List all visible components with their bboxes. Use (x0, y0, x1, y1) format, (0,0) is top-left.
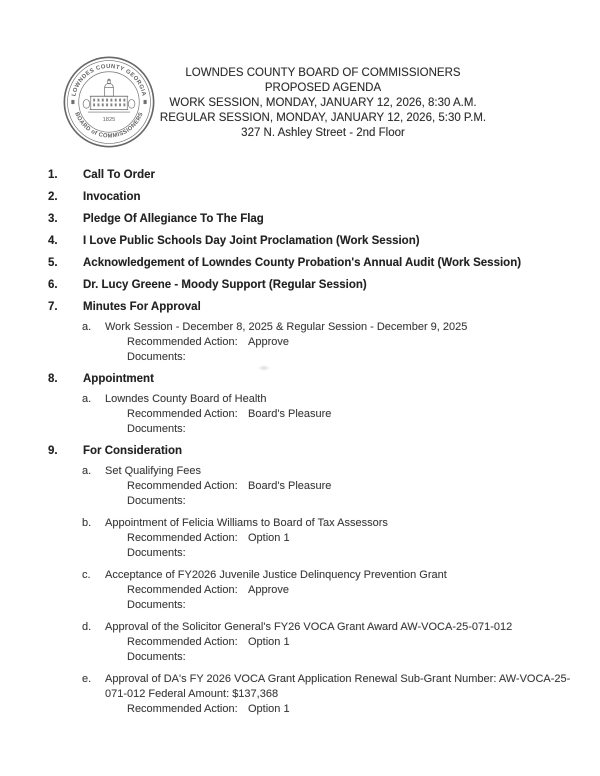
item-title: Appointment (83, 373, 154, 385)
subitem-title: Work Session - December 8, 2025 & Regular Session - December 9, 2025 (105, 321, 468, 333)
documents-label: Documents: (127, 350, 186, 363)
agenda-item-1 (48, 168, 600, 182)
subitem-title-line1: Approval of DA's FY 2026 VOCA Grant Application Renewal Sub-Grant Number: AW-VOCA-25- (105, 673, 571, 685)
recommended-action-row (105, 702, 570, 717)
subitem-letter: a. (82, 321, 92, 333)
item-title: Invocation (83, 191, 141, 203)
subitem-letter: a. (82, 465, 92, 477)
agenda-item-6 (48, 278, 600, 292)
recommended-action-label: Recommended Action: (127, 636, 238, 648)
agenda-subitem-9c (82, 568, 600, 612)
header-text-block (46, 63, 600, 141)
subitem-title: Set Qualifying Fees (105, 465, 201, 477)
documents-row (105, 494, 331, 509)
org-name: LOWNDES COUNTY BOARD OF COMMISSIONERS (185, 67, 461, 79)
recommended-action-value: Board's Pleasure (248, 480, 332, 492)
recommended-action-value: Option 1 (248, 703, 290, 715)
agenda-item-3 (48, 212, 600, 226)
documents-row (105, 650, 512, 665)
seal-bottom-text: BOARD of COMMISSIONERS (73, 111, 145, 140)
item-number: 3. (48, 213, 58, 225)
item-title: Minutes For Approval (83, 301, 201, 313)
subitem-title: Appointment of Felicia Williams to Board of Tax Assessors (105, 517, 388, 529)
recommended-action-value: Approve (248, 336, 289, 348)
item-title: Dr. Lucy Greene - Moody Support (Regular Session) (83, 279, 367, 291)
item-number: 1. (48, 169, 58, 181)
subitem-title-line2: 071-012 Federal Amount: $137,368 (105, 688, 279, 700)
agenda-list (0, 150, 600, 717)
documents-label: Documents: (127, 546, 186, 559)
agenda-subitem-9d (82, 620, 600, 664)
recommended-action-row (105, 531, 388, 546)
subitem-title: Approval of the Solicitor General's FY26 VOCA Grant Award AW-VOCA-25-071-012 (105, 621, 513, 633)
agenda-item-9 (48, 444, 600, 717)
item-title: For Consideration (83, 445, 183, 457)
regular-session-line: REGULAR SESSION, MONDAY, JANUARY 12, 2026, 5:30 P.M. (159, 112, 487, 124)
recommended-action-row (105, 335, 467, 350)
item-title: Acknowledgement of Lowndes County Probation's Annual Audit (Work Session) (83, 257, 522, 269)
item-number: 7. (48, 301, 58, 313)
agenda-subitem-9e (82, 672, 600, 717)
agenda-item-4 (48, 234, 600, 248)
documents-row (105, 546, 388, 561)
recommended-action-row (105, 479, 331, 494)
item-title: Pledge Of Allegiance To The Flag (83, 213, 264, 225)
address-line: 327 N. Ashley Street - 2nd Floor (241, 127, 405, 139)
item-number: 4. (48, 235, 58, 247)
subitem-letter: d. (82, 621, 92, 633)
documents-row (105, 598, 447, 613)
documents-label: Documents: (127, 494, 186, 507)
item-number: 6. (48, 279, 58, 291)
agenda-subitem-8a (82, 392, 600, 436)
agenda-item-2 (48, 190, 600, 204)
recommended-action-label: Recommended Action: (127, 703, 238, 715)
recommended-action-label: Recommended Action: (127, 408, 238, 420)
agenda-item-5 (48, 256, 600, 270)
document-header (0, 0, 600, 150)
subitem-letter: a. (82, 393, 92, 405)
agenda-item-7 (48, 300, 600, 364)
recommended-action-value: Board's Pleasure (248, 408, 332, 420)
documents-row (105, 422, 331, 437)
documents-row (105, 350, 467, 365)
subitem-title: Acceptance of FY2026 Juvenile Justice Delinquency Prevention Grant (105, 569, 447, 581)
recommended-action-value: Option 1 (248, 636, 290, 648)
seal-year: 1825 (102, 117, 116, 124)
recommended-action-label: Recommended Action: (127, 336, 238, 348)
agenda-subitem-9b (82, 516, 600, 560)
subitem-letter: e. (82, 673, 92, 685)
item-title: Call To Order (83, 169, 155, 181)
documents-label: Documents: (127, 422, 186, 435)
subitem-letter: b. (82, 517, 92, 529)
subitem-title: Lowndes County Board of Health (105, 393, 267, 405)
recommended-action-label: Recommended Action: (127, 532, 238, 544)
agenda-title: PROPOSED AGENDA (264, 82, 382, 94)
documents-label: Documents: (127, 598, 186, 611)
recommended-action-value: Option 1 (248, 532, 290, 544)
agenda-item-8 (48, 372, 600, 436)
work-session-line: WORK SESSION, MONDAY, JANUARY 12, 2026, 8:30 A.M. (169, 97, 477, 109)
recommended-action-row (105, 407, 331, 422)
item-number: 2. (48, 191, 58, 203)
recommended-action-value: Approve (248, 584, 289, 596)
seal-top-text: LOWNDES COUNTY GEORGIA (71, 63, 147, 98)
agenda-subitem-9a (82, 464, 600, 508)
item-number: 5. (48, 257, 58, 269)
recommended-action-row (105, 635, 512, 650)
agenda-subitem-7a (82, 320, 600, 364)
documents-label: Documents: (127, 650, 186, 663)
recommended-action-row (105, 583, 447, 598)
item-number: 8. (48, 373, 58, 385)
subitem-letter: c. (82, 569, 91, 581)
item-title: I Love Public Schools Day Joint Proclamation (Work Session) (83, 235, 420, 247)
recommended-action-label: Recommended Action: (127, 584, 238, 596)
item-number: 9. (48, 445, 58, 457)
recommended-action-label: Recommended Action: (127, 480, 238, 492)
